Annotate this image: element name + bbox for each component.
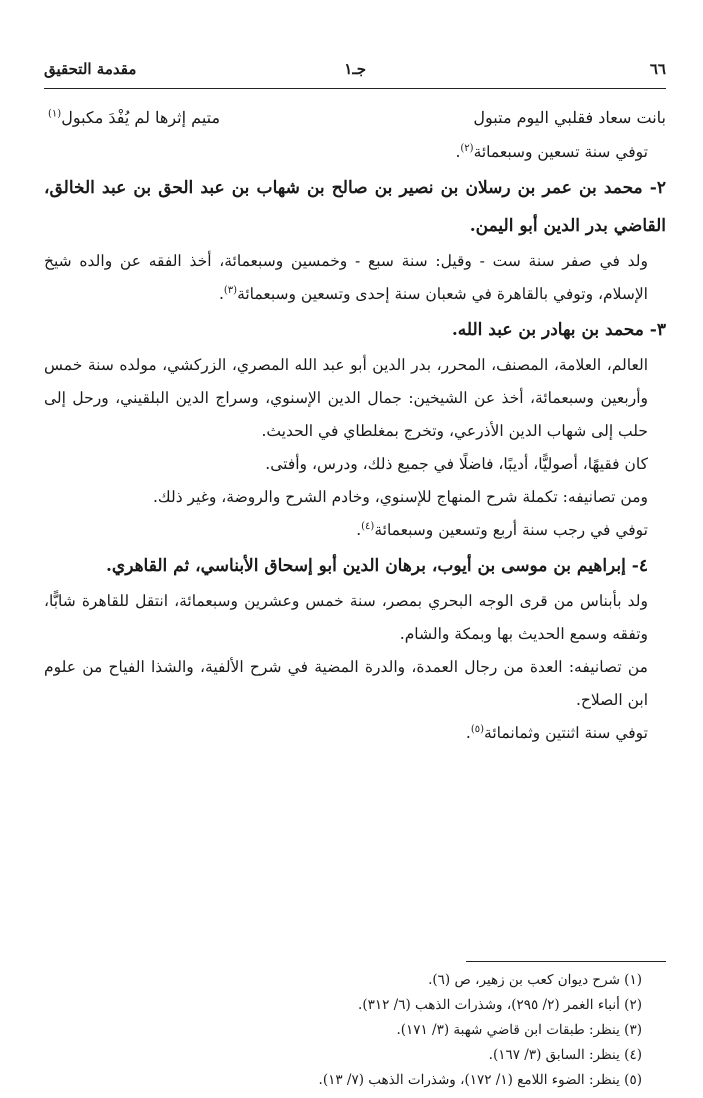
footnote-ref: (٣) bbox=[223, 284, 238, 296]
verse-first-hemistich: بانت سعاد فقلبي اليوم متبول bbox=[473, 108, 666, 127]
section-title: مقدمة التحقيق bbox=[44, 60, 137, 78]
biography-paragraph: كان فقيهًا، أصوليًّا، أديبًا، فاضلًا في جميع ذلك، ودرس، وأفتى. bbox=[265, 455, 648, 473]
volume-label: جـ١ bbox=[344, 60, 366, 78]
biography-paragraph: ولد بأبناس من قرى الوجه البحري بمصر، سنة خمس وعشرين وسبعمائة، انتقل للقاهرة شابًّا، وتفقه وسمع الحديث بها وبمكة والشام. bbox=[44, 592, 648, 643]
verse-second-hemistich: متيم إثرها لم يُفْدَ مكبول$^{(١)}$ bbox=[48, 108, 221, 127]
footnote-ref: (٢) bbox=[460, 142, 474, 154]
book-page bbox=[44, 56, 666, 1088]
header-rule bbox=[44, 88, 666, 89]
footnote-item: (٤) ينظر: السابق (٣/ ١٦٧). bbox=[488, 1047, 642, 1063]
death-note: توفي سنة اثنتين وثمانمائة$^{(٥)}$. bbox=[465, 723, 648, 742]
biography-heading: ٤- إبراهيم بن موسى بن أيوب، برهان الدين أبو إسحاق الأبناسي، ثم القاهري. bbox=[105, 556, 648, 576]
footnote-item: (٥) ينظر: الضوء اللامع (١/ ١٧٢)، وشذرات الذهب (٧/ ١٣). bbox=[318, 1072, 642, 1088]
footnote-item: (٣) ينظر: طبقات ابن قاضي شهبة (٣/ ١٧١). bbox=[396, 1022, 642, 1038]
footnote-ref: (٥) bbox=[470, 723, 485, 735]
footnote-item: (١) شرح ديوان كعب بن زهير، ص (٦). bbox=[428, 972, 642, 988]
biography-heading: ٢- محمد بن عمر بن رسلان بن نصير بن صالح بن شهاب بن عبد الحق بن عبد الخالق، القاضي بدر الدين أبو اليمن. bbox=[44, 178, 666, 236]
footnotes bbox=[44, 968, 666, 1093]
running-header bbox=[44, 56, 666, 86]
biography-paragraph: العالم، العلامة، المصنف، المحرر، بدر الدين أبو عبد الله المصري، الزركشي، مولده سنة خمس وأربعين وسبعمائة، أخذ عن الشيخين: جمال الدين الإسنوي، وسراج الدين البلقيني، ورحل إلى حلب إلى شهاب الدين الأذرعي، وتخرج بمغلطاي في الحديث. bbox=[44, 356, 648, 440]
footnote-ref: (٤) bbox=[361, 520, 375, 532]
biography-heading: ٣- محمد بن بهادر بن عبد الله. bbox=[451, 320, 666, 340]
poem-verse bbox=[44, 100, 666, 136]
biography-paragraph: ولد في صفر سنة ست - وقيل: سنة سبع - وخمسين وسبعمائة، أخذ الفقه عن والده شيخ الإسلام، وتوفي بالقاهرة في شعبان سنة إحدى وتسعين وسبعمائة$^{(٣)}$. bbox=[44, 252, 648, 303]
death-note: توفي سنة تسعين وسبعمائة$^{(٢)}$. bbox=[455, 142, 648, 161]
death-note: توفي في رجب سنة أربع وتسعين وسبعمائة$^{(٤)}$. bbox=[356, 520, 648, 539]
footnote-rule bbox=[466, 961, 666, 962]
main-text bbox=[44, 100, 666, 750]
footnote-ref: (١) bbox=[48, 108, 62, 120]
biography-paragraph: ومن تصانيفه: تكملة شرح المنهاج للإسنوي، وخادم الشرح والروضة، وغير ذلك. bbox=[152, 488, 648, 506]
biography-paragraph: من تصانيفه: العدة من رجال العمدة، والدرة المضية في شرح الألفية، والشذا الفياح من علوم ابن الصلاح. bbox=[44, 658, 648, 709]
footnote-item: (٢) أنباء الغمر (٢/ ٢٩٥)، وشذرات الذهب (٦/ ٣١٢). bbox=[358, 997, 642, 1013]
page-number: ٦٦ bbox=[649, 60, 666, 78]
